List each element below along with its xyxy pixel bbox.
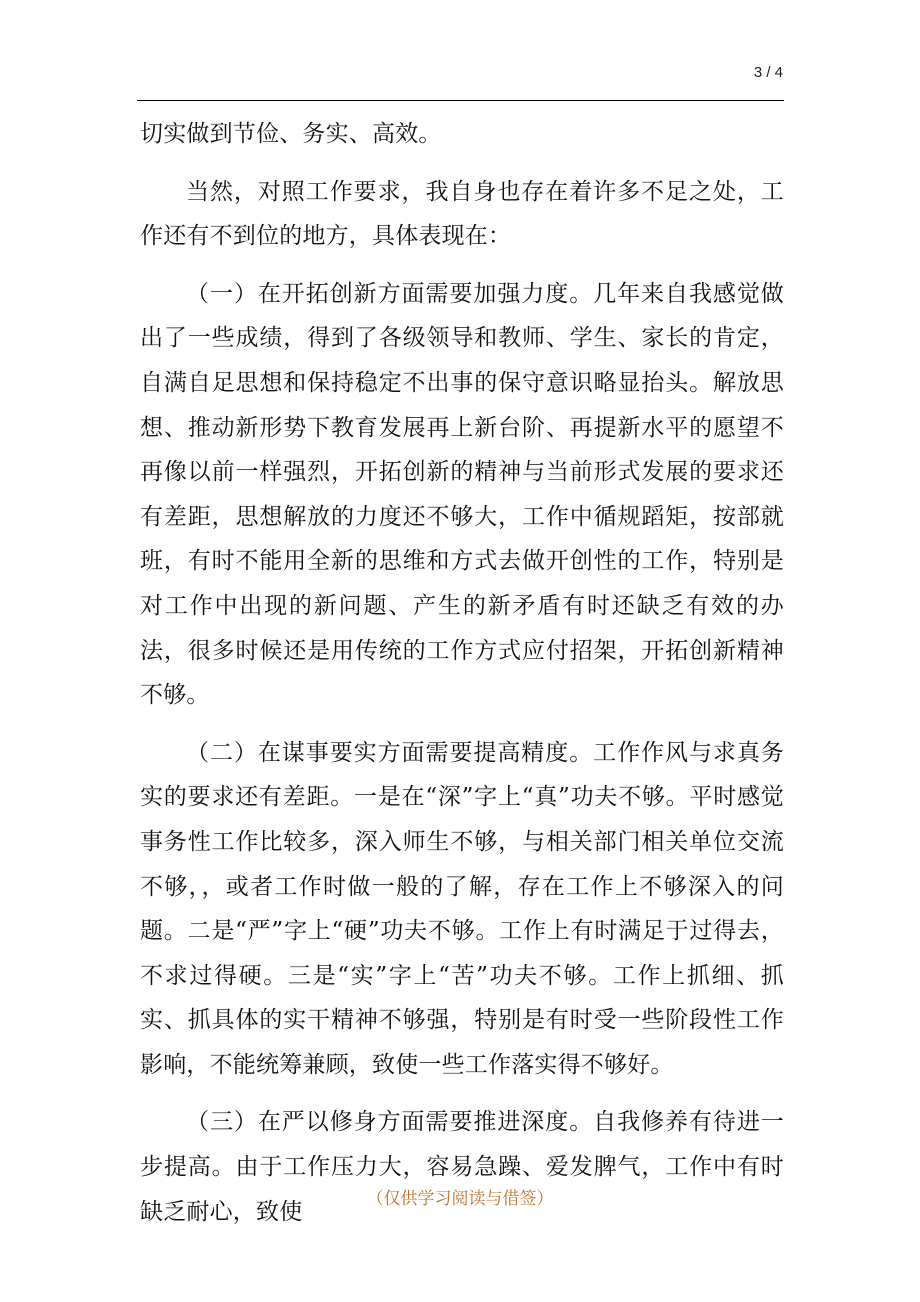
paragraph-intro: 当然，对照工作要求，我自身也存在着许多不足之处，工作还有不到位的地方，具体表现在： <box>140 178 784 250</box>
paragraph-continuation: 切实做到节俭、务实、高效。 <box>140 121 442 147</box>
paragraph-item-2: （二）在谋事要实方面需要提高精度。工作作风与求真务实的要求还有差距。一是在“深”字上“真”功夫不够。平时感觉事务性工作比较多，深入师生不够，与相关部门相关单位交流不够，，或者工作时做一般的了解，存在工作上不够深入的问题。二是“严”字上“硬”功夫不够。工作上有时满足于过得去，不求过得硬。三是“实”字上“苦”功夫不够。工作上抓细、抓实、抓具体的实干精神不够强，特别是有时受一些阶段性工作影响，不能统筹兼顾，致使一些工作落实得不够好。 <box>140 739 784 1078</box>
page-number: 3 / 4 <box>753 64 783 81</box>
header-divider <box>137 100 784 101</box>
paragraph-item-3: （三）在严以修身方面需要推进深度。自我修养有待进一步提高。由于工作压力大，容易急躁、爱发脾气，工作中有时缺乏耐心，致使 <box>140 1109 784 1225</box>
document-body <box>140 112 784 1234</box>
paragraph-item-1: （一）在开拓创新方面需要加强力度。几年来自我感觉做出了一些成绩，得到了各级领导和教师、学生、家长的肯定，自满自足思想和保持稳定不出事的保守意识略显抬头。解放思想、推动新形势下教育发展再上新台阶、再提新水平的愿望不再像以前一样强烈，开拓创新的精神与当前形式发展的要求还有差距，思想解放的力度还不够大，工作中循规蹈矩，按部就班，有时不能用全新的思维和方式去做开创性的工作，特别是对工作中出现的新问题、产生的新矛盾有时还缺乏有效的办法，很多时候还是用传统的工作方式应付招架，开拓创新精神不够。 <box>140 280 784 709</box>
footer-note: （仅供学习阅读与借签） <box>366 1189 554 1209</box>
